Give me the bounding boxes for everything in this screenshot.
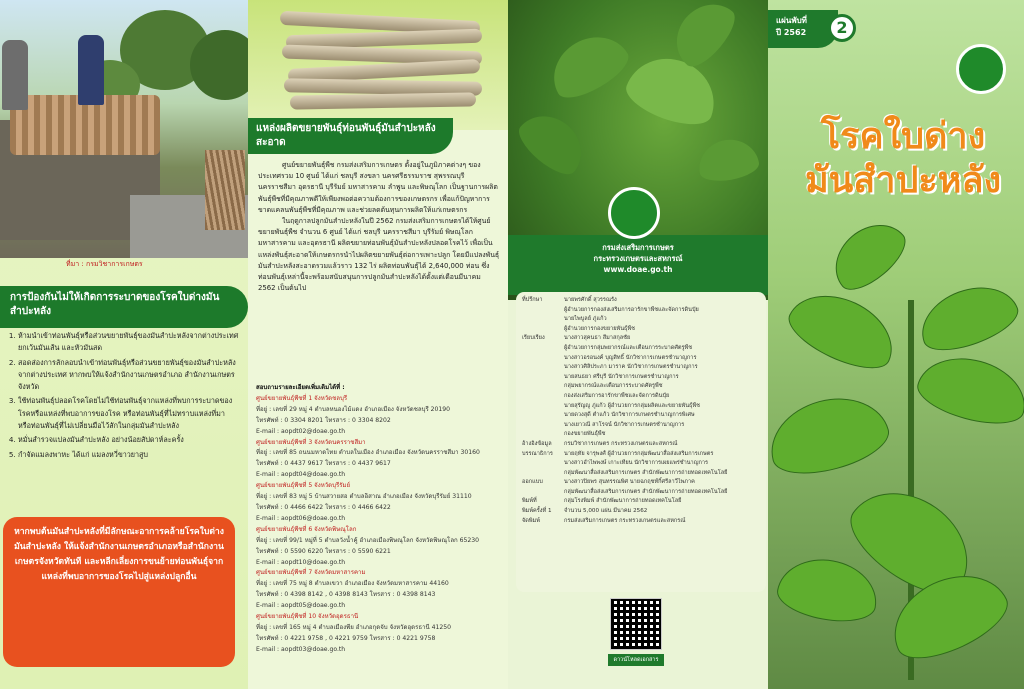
credit-value: กรมวิชาการเกษตร กระทรวงเกษตรและสหกรณ์: [564, 440, 678, 447]
doae-logo-icon: [608, 187, 660, 239]
credit-row: [522, 469, 760, 479]
center-address: ที่อยู่ : เลขที่ 29 หมู่ 4 ตำบลหนองไม้แดง อำเภอเมือง จังหวัดชลบุรี 20190: [256, 405, 451, 413]
credit-value: นายพรศักดิ์ สุวรรณรัง: [564, 297, 617, 303]
sheet-badge: [768, 10, 848, 48]
credit-value: จำนวน 5,000 แผ่น มีนาคม 2562: [564, 508, 648, 515]
center-email[interactable]: E-mail : aopdt05@doae.go.th: [256, 602, 346, 610]
center-email[interactable]: E-mail : aopdt02@doae.go.th: [256, 427, 346, 435]
credit-role: จัดพิมพ์: [522, 517, 540, 524]
list-item: 5. กำจัดแมลงพาหะ ได้แก่ แมลงหวี่ขาวยาสูบ: [18, 449, 240, 461]
credit-row: [522, 306, 760, 316]
sheet-label: แผ่นพับที่: [776, 16, 807, 25]
credit-row: [522, 411, 760, 421]
center-email[interactable]: E-mail : aopdt03@doae.go.th: [256, 645, 346, 653]
org-url[interactable]: www.doae.go.th: [603, 265, 673, 274]
credit-row: [522, 497, 760, 507]
credits-box: [516, 292, 766, 592]
panel-prevention: [0, 0, 248, 689]
contact-item: [256, 568, 492, 612]
paragraph: ศูนย์ขยายพันธุ์พืช กรมส่งเสริมการเกษตร ตั้งอยู่ในภูมิภาคต่างๆ ของประเทศรวม 10 ศูนย์ ได้แก่ ชลบุรี สงขลา นครศรีธรรมราช สุพรรณบุรี นครราชสีมา อุดรธานี บุรีรัมย์ มหาสารคาม ลำพูน และพิษณุโลก เป็นฐานการผลิตพันธุ์พืชที่มีคุณภาพดีให้เพียงพอต่อความต้องการของเกษตรกร เพื่อแก้ปัญหาการขาดแคลนพันธุ์พืชที่มีคุณภาพ และช่วยลดต้นทุนการผลิตให้แก่เกษตรกร: [258, 161, 498, 214]
credit-row: [522, 354, 760, 364]
center-phone: โทรศัพท์ : 0 4221 9758 , 0 4221 9759 โทรสาร : 0 4221 9758: [256, 634, 436, 642]
contact-item: [256, 394, 492, 438]
credit-row: [522, 373, 760, 383]
prevention-list: [8, 330, 240, 463]
credit-value: นางสาวอำไพพงษ์ เกาะเทียน นักวิชาการเผยแพร่ชำนาญการ: [564, 460, 708, 467]
org-block: [578, 242, 698, 275]
center-name: ศูนย์ขยายพันธุ์พืชที่ 1 จังหวัดชลบุรี: [256, 394, 348, 402]
credit-row: [522, 344, 760, 354]
credit-role: พิมพ์ครั้งที่ 1: [522, 508, 552, 515]
credit-value: นางสาวสุคนธา สีมาสกุลชัย: [564, 335, 631, 342]
credit-role: [522, 354, 564, 364]
credit-role: [522, 411, 564, 421]
list-item: 2. สอดส่องการลักลอบนำเข้าท่อนพันธุ์หรือส่วนขยายพันธุ์ของมันสำปะหลังจากต่างประเทศ หากพบให้แจ้งสำนักงานเกษตรอำเภอ สำนักงานเกษตรจังหวัด: [18, 357, 240, 394]
ministry-name: กระทรวงเกษตรและสหกรณ์: [593, 254, 683, 263]
center-address: ที่อยู่ : เลขที่ 83 หมู่ 5 บ้านสวายสอ ตำบลอิสาณ อำเภอเมือง จังหวัดบุรีรัมย์ 31110: [256, 493, 472, 501]
credit-role: [522, 488, 564, 498]
credit-role: [522, 315, 564, 325]
credit-value: กรมส่งเสริมการเกษตร กระทรวงเกษตรและสหกรณ์: [564, 517, 686, 524]
credit-value: ผู้อำนวยการกลุ่มพยากรณ์และเตือนการระบาดศัตรูพืช: [564, 344, 693, 351]
credit-role: ที่ปรึกษา: [522, 297, 543, 303]
center-phone: โทรศัพท์ : 0 4466 6422 โทรสาร : 0 4466 6422: [256, 503, 391, 511]
credit-value: นางสาวปิยพร สุนทรรณพิศ นายฉกฤชท์กิ์ศรีลาวีไพภาค: [564, 479, 695, 486]
credit-row: [522, 517, 760, 527]
credit-row: [522, 430, 760, 440]
center-email[interactable]: E-mail : aopdt04@doae.go.th: [256, 471, 346, 479]
credit-role: [522, 325, 564, 335]
credit-row: [522, 440, 760, 450]
credit-value: ผู้อำนวยการกองส่งเสริมการอารักขาพืชและจัดการดินปุ๋ย: [564, 306, 699, 313]
credit-role: [522, 373, 564, 383]
credit-row: [522, 402, 760, 412]
contact-list: [256, 383, 492, 656]
credit-row: [522, 315, 760, 325]
credit-value: นายสนธยา ศรีบุรี นักวิชาการเกษตรชำนาญการ: [564, 373, 679, 380]
center-name: ศูนย์ขยายพันธุ์พืชที่ 10 จังหวัดอุดรธานี: [256, 613, 359, 621]
credit-role: [522, 402, 564, 412]
credit-row: [522, 450, 760, 460]
credit-value: นายฤทัย จารุพงศ์ ผู้อำนวยการกลุ่มพัฒนาสื่อส่งเสริมการเกษตร: [564, 450, 714, 457]
center-phone: โทรศัพท์ : 0 4398 8142 , 0 4398 8143 โทรสาร : 0 4398 8143: [256, 591, 436, 599]
credit-row: [522, 478, 760, 488]
photo-caption: ที่มา : กรมวิชาการเกษตร: [66, 260, 143, 268]
credit-role: เรียบเรียง: [522, 335, 545, 342]
center-email[interactable]: E-mail : aopdt10@doae.go.th: [256, 558, 346, 566]
panel-cover: [768, 0, 1024, 689]
contact-item: [256, 525, 492, 569]
credit-value: นายสุรัญญู ภู่แก้ว ผู้อำนวยการกลุ่มผลิตและขยายพันธุ์พืช: [564, 402, 700, 409]
contacts-title: สอบถามรายละเอียดเพิ่มเติมได้ที่ :: [256, 384, 345, 391]
credit-value: ผู้อำนวยการกองขยายพันธุ์พืช: [564, 325, 635, 332]
credit-role: [522, 469, 564, 479]
credit-role: ออกแบบ: [522, 479, 543, 486]
credit-value: นางเยาวณี สาโรจน์ นักวิชาการเกษตรชำนาญการ: [564, 421, 685, 428]
credit-role: [522, 430, 564, 440]
credit-row: [522, 392, 760, 402]
center-name: ศูนย์ขยายพันธุ์พืชที่ 3 จังหวัดนครราชสีมา: [256, 438, 366, 446]
center-email[interactable]: E-mail : aopdt06@doae.go.th: [256, 514, 346, 522]
credit-role: พิมพ์ที่: [522, 498, 537, 505]
center-phone: โทรศัพท์ : 0 4437 9617 โทรสาร : 0 4437 9617: [256, 460, 391, 468]
credit-row: [522, 488, 760, 498]
sheet-number: 2: [828, 14, 856, 42]
credit-row: [522, 421, 760, 431]
paragraph: ในฤดูกาลปลูกมันสำปะหลังในปี 2562 กรมส่งเสริมการเกษตรได้ให้ศูนย์ขยายพันธุ์พืช จำนวน 6 ศูนย์ ได้แก่ ชลบุรี นครราชสีมา บุรีรัมย์ พิษณุโลก มหาสารคาม และอุดรธานี ผลิตขยายท่อนพันธุ์มันสำปะหลังปลอดโรคไว้ เพื่อเป็นแหล่งพันธุ์สะอาดให้เกษตรกรนำไปผลิตขยายพันธุ์ต่อการเพาะปลูก โดยมีแปลงพันธุ์มันสำปะหลังสะอาดรวมแล้วราว 132 ไร่ ผลิตท่อนพันธุ์ได้ 2,640,000 ท่อน ซึ่งท่อนพันธุ์เหล่านี้จะพร้อมสนับสนุนการปลูกมันสำปะหลังได้ตั้งแต่เดือนมีนาคม 2562 เป็นต้นไป: [258, 217, 500, 293]
credit-value: กลุ่มพัฒนาสื่อส่งเสริมการเกษตร สำนักพัฒนาการถ่ายทอดเทคโนโลยี: [564, 488, 728, 495]
credit-row: [522, 334, 760, 344]
credit-row: [522, 296, 760, 306]
title-line: โรคใบด่าง: [820, 116, 986, 157]
credit-role: [522, 306, 564, 316]
credit-role: [522, 344, 564, 354]
credit-role: [522, 392, 564, 402]
credit-value: นายไพบูลย์ ภู่แก้ว: [564, 316, 607, 323]
center-address: ที่อยู่ : เลขที่ 99/1 หมู่ที่ 5 ตำบลวังน้ำคู้ อำเภอเมืองพิษณุโลก จังหวัดพิษณุโลก 65230: [256, 536, 480, 544]
credit-value: กลุ่มพัฒนาสื่อส่งเสริมการเกษตร สำนักพัฒนาการถ่ายทอดเทคโนโลยี: [564, 469, 728, 476]
credit-value: กองส่งเสริมการอารักขาพืชและจัดการดินปุ๋ย: [564, 392, 670, 399]
contact-item: [256, 481, 492, 525]
credit-value: กลุ่มโรงพิมพ์ สำนักพัฒนาการถ่ายทอดเทคโนโลยี: [564, 498, 682, 505]
credit-role: อ้างอิงข้อมูล: [522, 440, 552, 447]
cover-title: [788, 115, 1018, 203]
center-name: ศูนย์ขยายพันธุ์พืชที่ 6 จังหวัดพิษณุโลก: [256, 525, 357, 533]
sources-body: [258, 160, 500, 294]
list-item: 4. หมั่นสำรวจแปลงมันสำปะหลัง อย่างน้อยสัปดาห์ละครั้ง: [18, 434, 240, 446]
credit-row: [522, 459, 760, 469]
credit-value: นายดวงสุดี ตำแก้ว นักวิชาการเกษตรชำนาญการพิเศษ: [564, 412, 695, 419]
center-phone: โทรศัพท์ : 0 3304 8201 โทรสาร : 0 3304 8202: [256, 416, 391, 424]
credit-value: กองขยายพันธุ์พืช: [564, 431, 606, 438]
list-item: 3. ใช้ท่อนพันธุ์ปลอดโรคโดยไม่ใช้ท่อนพันธุ์จากแหล่งที่พบการระบาดของโรคหรือแหล่งที่พบอาการของโรค หรือท่อนพันธุ์ที่ไม่ทราบแหล่งที่มา หรือท่อนพันธุ์ที่ไม่เปลี่ยนมือไว้สักในกลุ่มมันสำปะหลัง: [18, 395, 240, 432]
prevention-heading: การป้องกันไม่ให้เกิดการระบาดของโรคใบด่างมันสำปะหลัง: [0, 286, 248, 328]
qr-code-icon[interactable]: [610, 598, 662, 650]
contact-item: [256, 612, 492, 656]
credit-role: [522, 459, 564, 469]
panel-sources: [248, 0, 508, 689]
center-name: ศูนย์ขยายพันธุ์พืชที่ 5 จังหวัดบุรีรัมย์: [256, 482, 351, 490]
credit-value: นางสาวศิลิประภา มาราค นักวิชาการเกษตรชำนาญการ: [564, 364, 698, 371]
sheet-year: ปี 2562: [776, 28, 807, 37]
credit-value: นางสาวอรอนงค์ บุญสิทธิ์ นักวิชาการเกษตรชำนาญการ: [564, 354, 697, 361]
panel-credits: [508, 0, 768, 689]
org-name: กรมส่งเสริมการเกษตร: [602, 243, 674, 252]
harvest-photo: [0, 0, 248, 258]
credit-row: [522, 382, 760, 392]
credit-row: [522, 325, 760, 335]
center-address: ที่อยู่ : เลขที่ 85 ถนนมหาดไทย ตำบลในเมือง อำเภอเมือง จังหวัดนครราชสีมา 30160: [256, 449, 480, 457]
title-line: มันสำปะหลัง: [804, 160, 1002, 201]
credit-role: [522, 421, 564, 431]
center-address: ที่อยู่ : เลขที่ 165 หมู่ 4 ตำบลเมืองพีย อำเภอกุดจับ จังหวัดอุดรธานี 41250: [256, 623, 452, 631]
qr-label: ดาวน์โหลดเอกสาร: [608, 654, 664, 666]
alert-box: หากพบต้นมันสำปะหลังที่มีลักษณะอาการคล้ายโรคใบด่างมันสำปะหลัง ให้แจ้งสำนักงานเกษตรอำเภอหรือสำนักงานเกษตรจังหวัดทันที และหลีกเลี่ยงการขนย้ายท่อนพันธุ์จากแหล่งที่พบอาการของโรคไปสู่แหล่งปลูกอื่น: [3, 517, 235, 667]
center-name: ศูนย์ขยายพันธุ์พืชที่ 7 จังหวัดมหาสารคาม: [256, 569, 366, 577]
contact-item: [256, 438, 492, 482]
credit-row: [522, 363, 760, 373]
credit-role: [522, 363, 564, 373]
list-item: 1. ห้ามนำเข้าท่อนพันธุ์หรือส่วนขยายพันธุ์ของมันสำปะหลังจากต่างประเทศ ยกเว้นมันเส้น และหัวมันสด: [18, 330, 240, 355]
credit-role: บรรณาธิการ: [522, 450, 553, 457]
credit-value: กลุ่มพยากรณ์และเตือนการระบาดศัตรูพืช: [564, 383, 663, 390]
center-phone: โทรศัพท์ : 0 5590 6220 โทรสาร : 0 5590 6221: [256, 547, 391, 555]
sources-heading: แหล่งผลิตขยายพันธุ์ท่อนพันธุ์มันสำปะหลังสะอาด: [248, 118, 453, 154]
doae-seal-icon: [956, 44, 1006, 94]
credit-row: [522, 507, 760, 517]
cassava-stems-image: [248, 0, 508, 130]
credit-role: [522, 382, 564, 392]
center-address: ที่อยู่ : เลขที่ 75 หมู่ 8 ตำบลเขวา อำเภอเมือง จังหวัดมหาสารคาม 44160: [256, 580, 449, 588]
